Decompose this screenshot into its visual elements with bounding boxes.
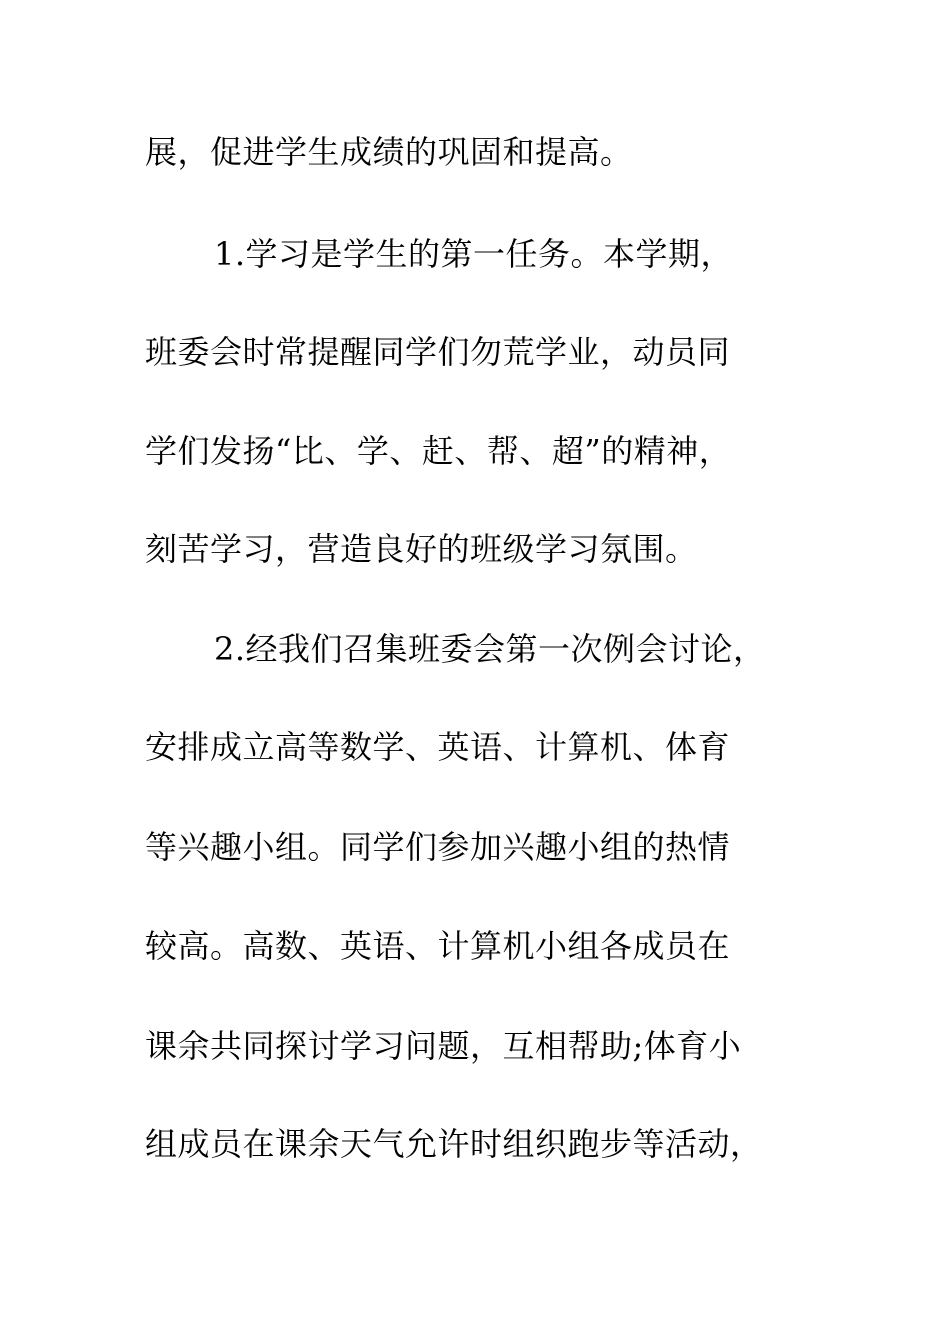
paragraph-2-start: 2.经我们召集班委会第一次例会讨论， <box>214 630 766 668</box>
text-line: 展，促进学生成绩的巩固和提高。 <box>145 133 633 171</box>
text-line: 学们发扬“比、学、赶、帮、超”的精神， <box>145 432 732 470</box>
paragraph-1-start: 1.学习是学生的第一任务。本学期， <box>214 235 734 273</box>
text-line: 班委会时常提醒同学们勿荒学业，动员同 <box>145 333 731 371</box>
text-line: 等兴趣小组。同学们参加兴趣小组的热情 <box>145 828 731 866</box>
text-line: 刻苦学习，营造良好的班级学习氛围。 <box>145 530 698 568</box>
text-line: 组成员在课余天气允许时组织跑步等活动， <box>145 1125 763 1163</box>
text-line: 课余共同探讨学习问题，互相帮助;体育小 <box>145 1027 742 1065</box>
text-line: 较高。高数、英语、计算机小组各成员在 <box>145 927 731 965</box>
text-line: 安排成立高等数学、英语、计算机、体育 <box>145 728 731 766</box>
